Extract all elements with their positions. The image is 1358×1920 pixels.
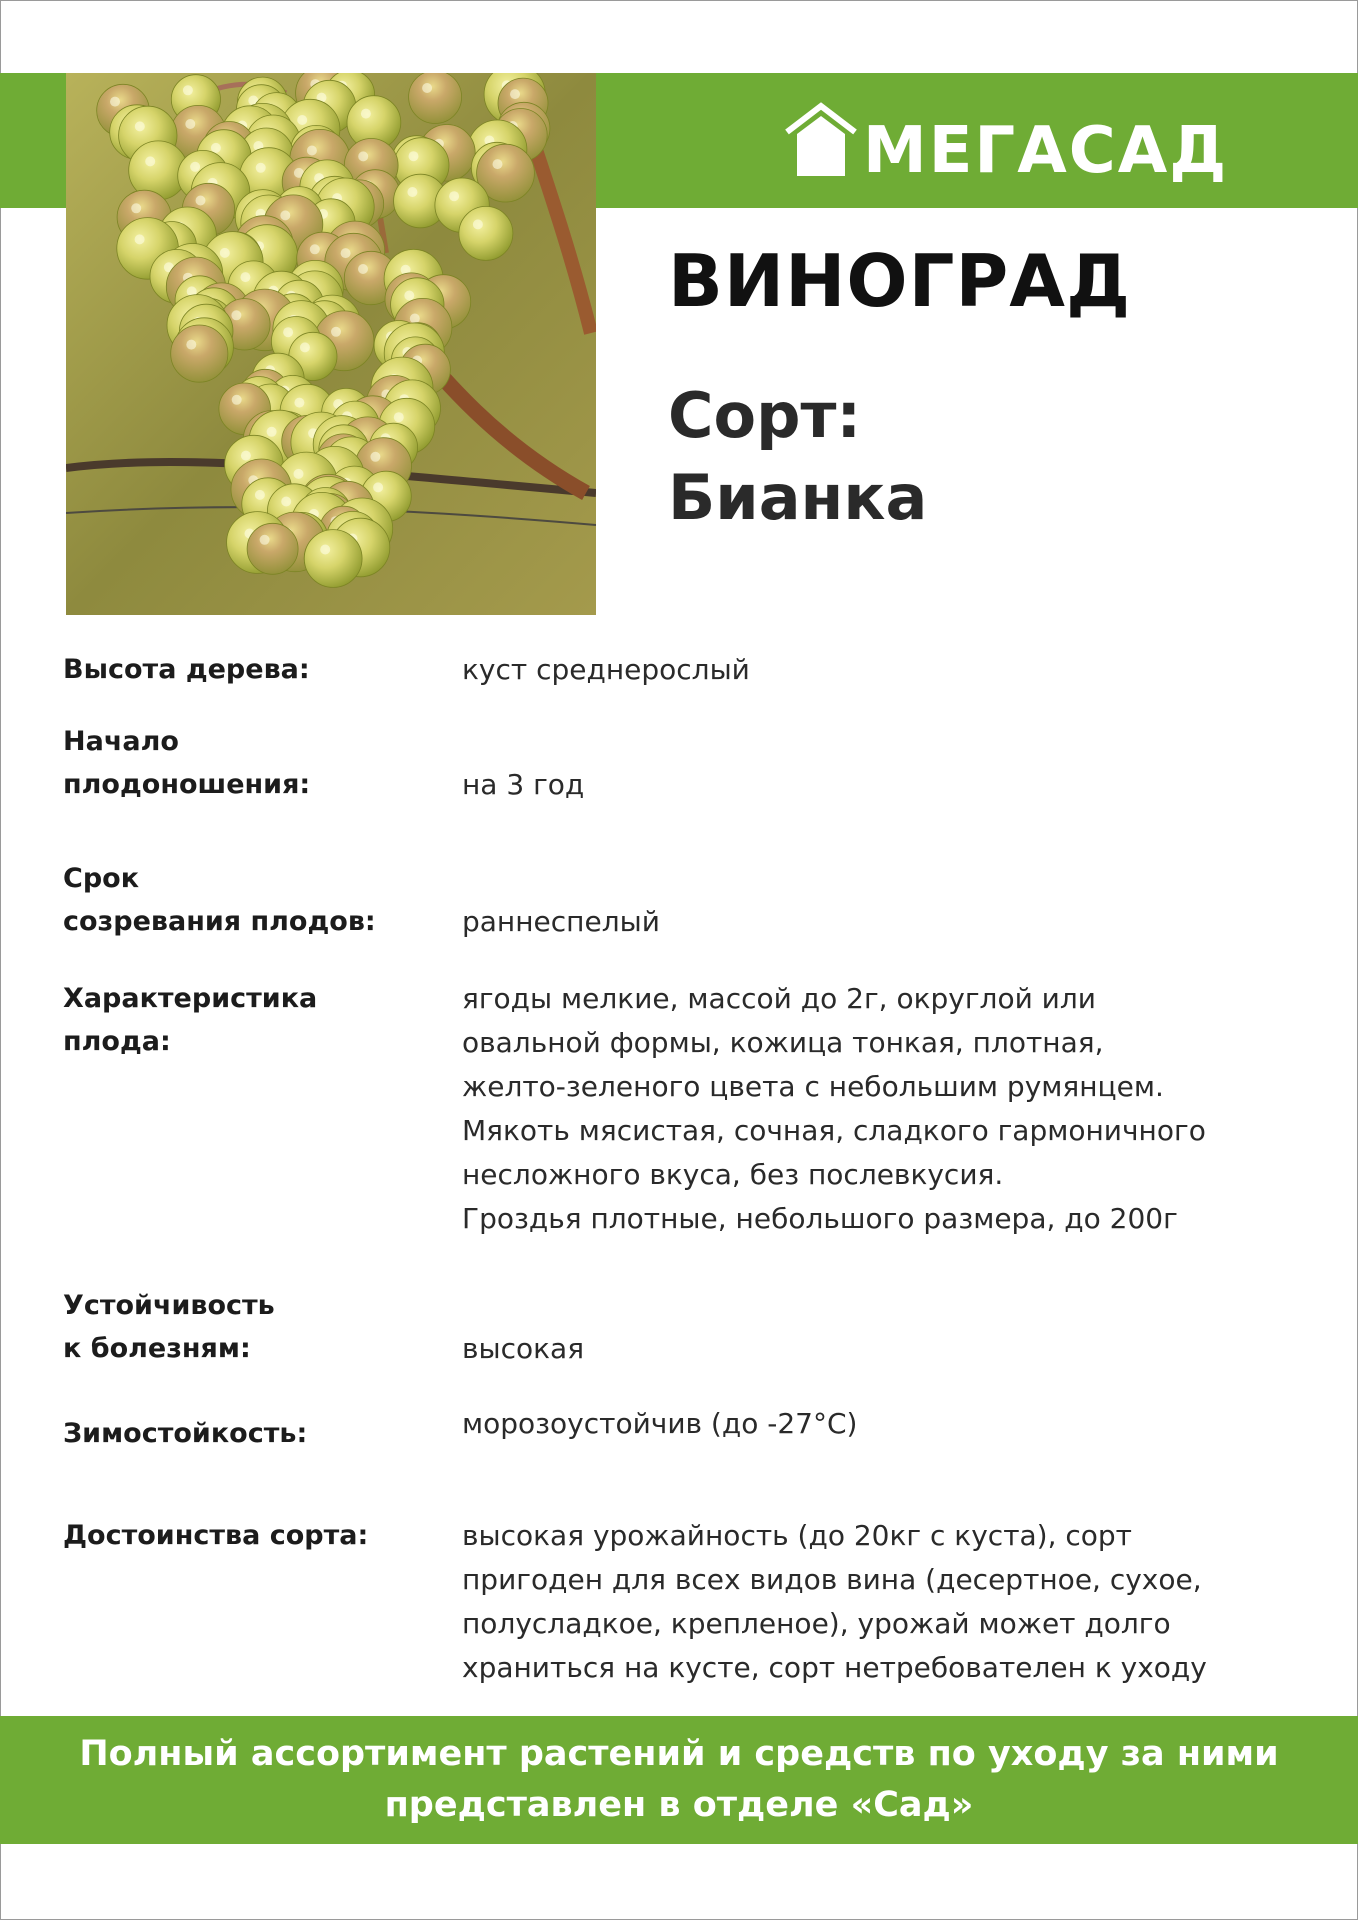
berry-highlight xyxy=(232,395,242,405)
berry-highlight xyxy=(135,234,145,244)
variety-name: Бианка xyxy=(668,461,928,534)
berry-highlight xyxy=(185,119,195,129)
berry-highlight xyxy=(404,291,414,301)
berry-highlight xyxy=(145,156,155,166)
berry-highlight xyxy=(294,469,304,479)
berry-highlight xyxy=(510,89,520,99)
spec-value: ягоды мелкие, массой до 2г, округлой или овальной формы, кожица тонкая, плотная, желто-зеленого цвета с небольшим румянцем. Мякоть мясистая, сочная, сладкого гармоничного несложного вкуса, без послевкусия. Гроздья плотные, небольшого размера, до 200г xyxy=(462,982,1206,1235)
berry-highlight xyxy=(407,187,417,197)
variety-label: Сорт: xyxy=(668,379,862,452)
berry-highlight xyxy=(241,451,251,461)
berry-highlight xyxy=(410,314,420,324)
berry-highlight xyxy=(449,191,459,201)
berry-highlight xyxy=(280,210,290,220)
berry-highlight xyxy=(255,490,265,500)
berry-highlight xyxy=(283,327,293,337)
spec-value: высокая урожайность (до 20кг с куста), сорт пригоден для всех видов вина (десертное, сухое, полусладкое, крепленое), урожай может долго храниться на кусте, сорт нетребователен к уходу xyxy=(462,1519,1207,1684)
berry-highlight xyxy=(110,97,120,107)
berry-highlight xyxy=(358,264,368,274)
product-photo xyxy=(66,73,596,615)
berry-highlight xyxy=(300,342,310,352)
spec-value: морозоустойчив (до -27°С) xyxy=(462,1407,858,1440)
berry-highlight xyxy=(297,115,307,125)
grape-berry xyxy=(409,73,462,124)
berry-highlight xyxy=(196,196,206,206)
spec-label: Зимостойкость: xyxy=(63,1418,308,1449)
spec-value: куст среднерослый xyxy=(462,653,750,686)
berry-highlight xyxy=(267,427,277,437)
berry-highlight xyxy=(394,412,404,422)
spec-label: Начало плодоношения: xyxy=(63,726,311,800)
variety-block xyxy=(668,375,927,539)
berry-highlight xyxy=(260,535,270,545)
spec-value: высокая xyxy=(462,1332,585,1365)
berry-highlight xyxy=(240,272,250,282)
house-logo-icon xyxy=(785,102,857,178)
grape-berry xyxy=(459,206,513,260)
logo-text: МЕГАСАД xyxy=(863,114,1229,188)
berry-highlight xyxy=(473,219,483,229)
berry-highlight xyxy=(341,248,351,258)
berry-highlight xyxy=(135,121,145,131)
spec-label: Устойчивость к болезням: xyxy=(63,1290,275,1364)
footer-text: Полный ассортимент растений и средств по уходу за ними представлен в отделе «Сад» xyxy=(79,1734,1279,1825)
footer-band xyxy=(0,1716,1358,1844)
berry-highlight xyxy=(373,482,383,492)
product-title: ВИНОГРАД xyxy=(668,239,1132,323)
berry-highlight xyxy=(256,163,266,173)
spec-label: Достоинства сорта: xyxy=(63,1520,369,1551)
grape-berry xyxy=(304,530,362,588)
berry-highlight xyxy=(281,497,291,507)
grape-berry xyxy=(247,523,298,574)
berry-highlight xyxy=(183,85,193,95)
spec-label: Характеристика плода: xyxy=(63,983,318,1057)
berry-highlight xyxy=(370,452,380,462)
berry-highlight xyxy=(211,143,221,153)
berry-highlight xyxy=(294,398,304,408)
berry-highlight xyxy=(220,248,230,258)
berry-highlight xyxy=(331,327,341,337)
berry-highlight xyxy=(320,545,330,555)
spec-value: раннеспелый xyxy=(462,905,660,938)
berry-highlight xyxy=(361,109,371,119)
grape-bunch-photo xyxy=(66,73,596,615)
berry-highlight xyxy=(493,159,503,169)
berry-highlight xyxy=(190,162,200,172)
berry-highlight xyxy=(422,83,432,93)
megasad-logo xyxy=(785,95,1229,188)
berry-highlight xyxy=(310,244,320,254)
berry-highlight xyxy=(409,151,419,161)
berry-highlight xyxy=(231,310,241,320)
spec-label: Высота дерева: xyxy=(63,654,310,685)
berry-highlight xyxy=(131,203,141,213)
berry-highlight xyxy=(307,146,317,156)
spec-label: Срок созревания плодов: xyxy=(63,863,376,937)
berry-highlight xyxy=(358,151,368,161)
berry-highlight xyxy=(186,340,196,350)
grape-berry xyxy=(171,325,228,382)
spec-value: на 3 год xyxy=(462,768,585,801)
